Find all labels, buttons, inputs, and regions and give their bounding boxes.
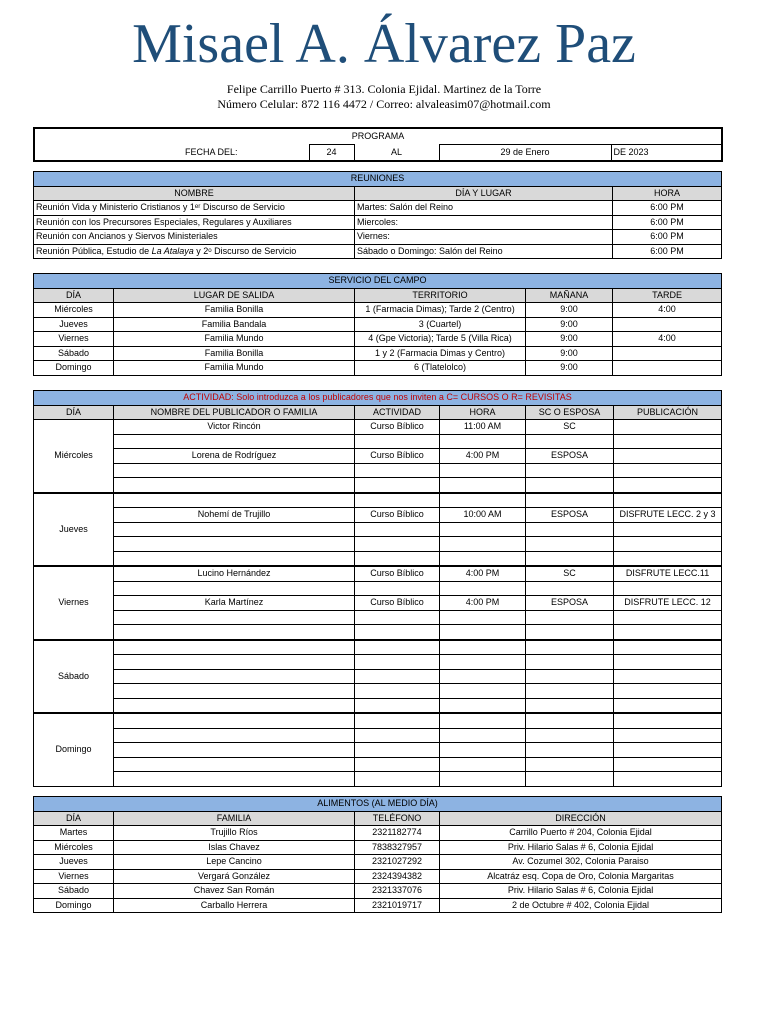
table-row <box>34 581 722 596</box>
actividad-type <box>355 537 440 552</box>
actividad-time <box>440 698 526 713</box>
publicador-name <box>114 669 355 684</box>
actividad-time <box>440 640 526 655</box>
actividad-publication <box>614 449 722 464</box>
actividad-sc: ESPOSA <box>526 449 614 464</box>
actividad-publication: DISFRUTE LECC.11 <box>614 566 722 581</box>
actividad-publication <box>614 713 722 728</box>
table-row <box>34 625 722 640</box>
publicador-name <box>114 463 355 478</box>
actividad-publication <box>614 610 722 625</box>
alimentos-family: Carballo Herrera <box>114 898 355 913</box>
actividad-publication <box>614 493 722 508</box>
actividad-type <box>355 463 440 478</box>
servicio-day: Domingo <box>34 361 114 376</box>
alimentos-address: Av. Cozumel 302, Colonia Paraiso <box>440 855 722 870</box>
actividad-publication <box>614 698 722 713</box>
publicador-name: Nohemí de Trujillo <box>114 508 355 523</box>
actividad-publication <box>614 522 722 537</box>
actividad-sc <box>526 537 614 552</box>
actividad-time <box>440 522 526 537</box>
actividad-publication <box>614 743 722 758</box>
actividad-day: Viernes <box>34 566 114 640</box>
publicador-name <box>114 493 355 508</box>
servicio-place: Familia Bandala <box>114 317 355 332</box>
programa-title: PROGRAMA <box>351 131 405 141</box>
servicio-morning: 9:00 <box>526 303 613 318</box>
table-row <box>34 478 722 493</box>
publicador-name <box>114 434 355 449</box>
actividad-type <box>355 698 440 713</box>
alimentos-phone: 2321182774 <box>355 826 440 841</box>
publicador-name <box>114 537 355 552</box>
actividad-time <box>440 757 526 772</box>
publicador-name <box>114 728 355 743</box>
table-row <box>34 669 722 684</box>
actividad-sc <box>526 772 614 787</box>
document-title: Misael A. Álvarez Paz <box>132 13 636 75</box>
table-row <box>34 684 722 699</box>
alimentos-address: Carrillo Puerto # 204, Colonia Ejidal <box>440 826 722 841</box>
actividad-sc <box>526 493 614 508</box>
actividad-sc <box>526 757 614 772</box>
publicador-name: Karla Martínez <box>114 596 355 611</box>
actividad-sc <box>526 610 614 625</box>
servicio-afternoon: 4:00 <box>613 332 722 347</box>
actividad-day: Domingo <box>34 713 114 786</box>
actividad-type <box>355 669 440 684</box>
servicio-territory: 1 (Farmacia Dimas); Tarde 2 (Centro) <box>355 303 526 318</box>
reunion-name: Reunión Vida y Ministerio Cristianos y 1ᵉʳ Discurso de Servicio <box>34 201 355 216</box>
publicador-name <box>114 757 355 772</box>
actividad-sc <box>526 434 614 449</box>
reunion-place: Martes: Salón del Reino <box>355 201 613 216</box>
alimentos-phone: 2321337076 <box>355 884 440 899</box>
alimentos-family: Vergará González <box>114 869 355 884</box>
actividad-type <box>355 551 440 566</box>
servicio-morning: 9:00 <box>526 332 613 347</box>
col-header: ACTIVIDAD <box>355 405 440 420</box>
actividad-publication <box>614 463 722 478</box>
publicador-name <box>114 551 355 566</box>
table-row <box>34 898 722 913</box>
actividad-time <box>440 772 526 787</box>
servicio-morning: 9:00 <box>526 361 613 376</box>
actividad-time <box>440 463 526 478</box>
actividad-time: 4:00 PM <box>440 596 526 611</box>
reunion-name: Reunión con Ancianos y Siervos Ministeriales <box>34 230 355 245</box>
table-row <box>34 317 722 332</box>
actividad-type <box>355 493 440 508</box>
actividad-type <box>355 713 440 728</box>
col-header: FAMILIA <box>114 811 355 826</box>
actividad-time <box>440 610 526 625</box>
servicio-territory: 6 (Tlatelolco) <box>355 361 526 376</box>
actividad-type: Curso Bíblico <box>355 596 440 611</box>
col-header: DÍA <box>34 811 114 826</box>
table-row <box>34 449 722 464</box>
actividad-type <box>355 655 440 670</box>
alimentos-day: Sábado <box>34 884 114 899</box>
programa-table <box>33 127 723 162</box>
actividad-table <box>33 390 722 787</box>
reunion-place: Sábado o Domingo: Salón del Reino <box>355 244 613 259</box>
actividad-type: Curso Bíblico <box>355 508 440 523</box>
table-row <box>34 728 722 743</box>
col-header: NOMBRE DEL PUBLICADOR O FAMILIA <box>114 405 355 420</box>
publicador-name <box>114 522 355 537</box>
alimentos-address: 2 de Octubre # 402, Colonia Ejidal <box>440 898 722 913</box>
table-row <box>34 230 722 245</box>
actividad-time: 4:00 PM <box>440 566 526 581</box>
actividad-type: Curso Bíblico <box>355 420 440 435</box>
col-header: MAÑANA <box>526 288 613 303</box>
reunion-name: Reunión con los Precursores Especiales, Regulares y Auxiliares <box>34 215 355 230</box>
publicador-name <box>114 743 355 758</box>
table-row <box>34 361 722 376</box>
actividad-publication <box>614 420 722 435</box>
table-row <box>34 508 722 523</box>
publicador-name <box>114 640 355 655</box>
actividad-type <box>355 684 440 699</box>
actividad-sc <box>526 728 614 743</box>
table-row <box>34 757 722 772</box>
table-row <box>34 537 722 552</box>
fecha-to-date: 29 de Enero <box>439 145 611 162</box>
actividad-type <box>355 757 440 772</box>
col-header: NOMBRE <box>34 186 355 201</box>
table-row <box>34 463 722 478</box>
alimentos-day: Viernes <box>34 869 114 884</box>
servicio-table <box>33 273 722 376</box>
table-row <box>34 640 722 655</box>
servicio-territory: 3 (Cuartel) <box>355 317 526 332</box>
actividad-time <box>440 434 526 449</box>
table-row <box>34 884 722 899</box>
table-row <box>34 493 722 508</box>
al-label: AL <box>390 146 402 157</box>
actividad-time <box>440 743 526 758</box>
table-row <box>34 596 722 611</box>
fecha-from-day: 24 <box>309 145 354 162</box>
table-row <box>34 215 722 230</box>
table-row <box>34 610 722 625</box>
actividad-sc <box>526 551 614 566</box>
alimentos-day: Jueves <box>34 855 114 870</box>
actividad-publication <box>614 684 722 699</box>
actividad-type <box>355 772 440 787</box>
reunion-time: 6:00 PM <box>613 215 722 230</box>
actividad-publication: DISFRUTE LECC. 12 <box>614 596 722 611</box>
actividad-time <box>440 478 526 493</box>
actividad-time <box>440 684 526 699</box>
actividad-type <box>355 610 440 625</box>
servicio-place: Familia Bonilla <box>114 346 355 361</box>
actividad-sc <box>526 478 614 493</box>
actividad-sc <box>526 522 614 537</box>
actividad-time <box>440 493 526 508</box>
table-row <box>34 201 722 216</box>
alimentos-phone: 2321019717 <box>355 898 440 913</box>
servicio-place: Familia Mundo <box>114 332 355 347</box>
actividad-sc: SC <box>526 566 614 581</box>
publicador-name <box>114 684 355 699</box>
reunion-time: 6:00 PM <box>613 201 722 216</box>
actividad-sc <box>526 684 614 699</box>
reunion-name-italic: La Atalaya <box>151 245 194 256</box>
servicio-place: Familia Mundo <box>114 361 355 376</box>
actividad-type <box>355 743 440 758</box>
table-row <box>34 434 722 449</box>
col-header: DÍA <box>34 288 114 303</box>
actividad-publication <box>614 669 722 684</box>
servicio-territory: 4 (Gpe Victoria); Tarde 5 (Villa Rica) <box>355 332 526 347</box>
table-row <box>34 840 722 855</box>
actividad-sc <box>526 640 614 655</box>
alimentos-address: Priv. Hilario Salas # 6, Colonia Ejidal <box>440 840 722 855</box>
actividad-time <box>440 581 526 596</box>
servicio-territory: 1 y 2 (Farmacia Dimas y Centro) <box>355 346 526 361</box>
alimentos-day: Miércoles <box>34 840 114 855</box>
col-header: HORA <box>613 186 722 201</box>
table-row <box>34 855 722 870</box>
reunion-name <box>34 244 355 259</box>
actividad-type <box>355 522 440 537</box>
reunion-time: 6:00 PM <box>613 230 722 245</box>
actividad-sc <box>526 463 614 478</box>
actividad-title: ACTIVIDAD: Solo introduzca a los publicadores que nos inviten a C= CURSOS O R= REVISITAS <box>34 391 722 406</box>
contact-line: Número Celular: 872 116 4472 / Correo: alvaleasim07@hotmail.com <box>217 97 551 111</box>
actividad-time <box>440 551 526 566</box>
publicador-name <box>114 698 355 713</box>
actividad-type <box>355 434 440 449</box>
actividad-sc <box>526 698 614 713</box>
actividad-sc: ESPOSA <box>526 596 614 611</box>
actividad-day: Sábado <box>34 640 114 714</box>
alimentos-phone: 2324394382 <box>355 869 440 884</box>
servicio-afternoon <box>613 317 722 332</box>
actividad-sc <box>526 655 614 670</box>
publicador-name <box>114 581 355 596</box>
table-row <box>34 869 722 884</box>
actividad-time <box>440 669 526 684</box>
table-row <box>34 551 722 566</box>
table-row <box>34 772 722 787</box>
actividad-time: 10:00 AM <box>440 508 526 523</box>
actividad-day: Jueves <box>34 493 114 567</box>
col-header: TARDE <box>613 288 722 303</box>
actividad-time <box>440 537 526 552</box>
publicador-name <box>114 478 355 493</box>
actividad-time <box>440 625 526 640</box>
fecha-year: DE 2023 <box>611 145 722 162</box>
actividad-type <box>355 640 440 655</box>
actividad-publication <box>614 537 722 552</box>
table-row <box>34 713 722 728</box>
publicador-name: Lorena de Rodríguez <box>114 449 355 464</box>
alimentos-day: Martes <box>34 826 114 841</box>
col-header: SC O ESPOSA <box>526 405 614 420</box>
alimentos-family: Chavez San Román <box>114 884 355 899</box>
reuniones-table <box>33 171 722 259</box>
reunion-time: 6:00 PM <box>613 244 722 259</box>
table-row <box>34 303 722 318</box>
col-header: TERRITORIO <box>355 288 526 303</box>
col-header: PUBLICACIÓN <box>614 405 722 420</box>
actividad-type: Curso Bíblico <box>355 449 440 464</box>
publicador-name: Victor Rincón <box>114 420 355 435</box>
reunion-name-part: y 2ᵒ Discurso de Servicio <box>193 245 297 256</box>
table-row <box>34 743 722 758</box>
table-row <box>34 655 722 670</box>
servicio-morning: 9:00 <box>526 346 613 361</box>
reuniones-title: REUNIONES <box>34 172 722 187</box>
table-row <box>34 522 722 537</box>
actividad-publication <box>614 757 722 772</box>
actividad-time <box>440 655 526 670</box>
reunion-name-part: Reunión Pública, Estudio de <box>36 245 152 256</box>
alimentos-phone: 2321027292 <box>355 855 440 870</box>
table-row <box>34 698 722 713</box>
servicio-day: Jueves <box>34 317 114 332</box>
table-row <box>34 244 722 259</box>
reunion-place: Miercoles: <box>355 215 613 230</box>
actividad-sc <box>526 625 614 640</box>
actividad-sc: ESPOSA <box>526 508 614 523</box>
table-row <box>34 826 722 841</box>
actividad-publication <box>614 434 722 449</box>
actividad-type <box>355 625 440 640</box>
actividad-publication <box>614 655 722 670</box>
alimentos-address: Alcatráz esq. Copa de Oro, Colonia Margaritas <box>440 869 722 884</box>
alimentos-table <box>33 796 722 913</box>
actividad-time <box>440 713 526 728</box>
actividad-time: 4:00 PM <box>440 449 526 464</box>
table-row <box>34 346 722 361</box>
actividad-publication: DISFRUTE LECC. 2 y 3 <box>614 508 722 523</box>
publicador-name <box>114 713 355 728</box>
actividad-sc <box>526 581 614 596</box>
servicio-afternoon <box>613 346 722 361</box>
address-line: Felipe Carrillo Puerto # 313. Colonia Ejidal. Martinez de la Torre <box>226 82 542 96</box>
servicio-title: SERVICIO DEL CAMPO <box>34 274 722 289</box>
publicador-name <box>114 655 355 670</box>
servicio-afternoon: 4:00 <box>613 303 722 318</box>
actividad-publication <box>614 728 722 743</box>
actividad-publication <box>614 551 722 566</box>
actividad-sc <box>526 713 614 728</box>
col-header: DIRECCIÓN <box>440 811 722 826</box>
servicio-day: Viernes <box>34 332 114 347</box>
reunion-place: Viernes: <box>355 230 613 245</box>
alimentos-title: ALIMENTOS (AL MEDIO DÍA) <box>34 797 722 812</box>
actividad-sc <box>526 743 614 758</box>
actividad-day: Miércoles <box>34 420 114 493</box>
fecha-label: FECHA DEL: <box>184 146 238 157</box>
servicio-day: Sábado <box>34 346 114 361</box>
publicador-name <box>114 772 355 787</box>
servicio-place: Familia Bonilla <box>114 303 355 318</box>
actividad-time: 11:00 AM <box>440 420 526 435</box>
actividad-sc: SC <box>526 420 614 435</box>
table-row <box>34 566 722 581</box>
servicio-morning: 9:00 <box>526 317 613 332</box>
alimentos-family: Trujillo Ríos <box>114 826 355 841</box>
alimentos-day: Domingo <box>34 898 114 913</box>
actividad-sc <box>526 669 614 684</box>
actividad-type: Curso Bíblico <box>355 566 440 581</box>
col-header: DÍA Y LUGAR <box>355 186 613 201</box>
actividad-publication <box>614 581 722 596</box>
actividad-publication <box>614 625 722 640</box>
alimentos-phone: 7838327957 <box>355 840 440 855</box>
servicio-day: Miércoles <box>34 303 114 318</box>
publicador-name <box>114 610 355 625</box>
table-row <box>34 420 722 435</box>
col-header: LUGAR DE SALIDA <box>114 288 355 303</box>
actividad-type <box>355 728 440 743</box>
alimentos-family: Islas Chavez <box>114 840 355 855</box>
actividad-publication <box>614 640 722 655</box>
servicio-afternoon <box>613 361 722 376</box>
publicador-name: Lucino Hernández <box>114 566 355 581</box>
alimentos-address: Priv. Hilario Salas # 6, Colonia Ejidal <box>440 884 722 899</box>
alimentos-family: Lepe Cancino <box>114 855 355 870</box>
col-header: TELÉFONO <box>355 811 440 826</box>
actividad-time <box>440 728 526 743</box>
col-header: HORA <box>440 405 526 420</box>
actividad-type <box>355 478 440 493</box>
actividad-publication <box>614 772 722 787</box>
col-header: DÍA <box>34 405 114 420</box>
actividad-publication <box>614 478 722 493</box>
publicador-name <box>114 625 355 640</box>
table-row <box>34 332 722 347</box>
actividad-type <box>355 581 440 596</box>
